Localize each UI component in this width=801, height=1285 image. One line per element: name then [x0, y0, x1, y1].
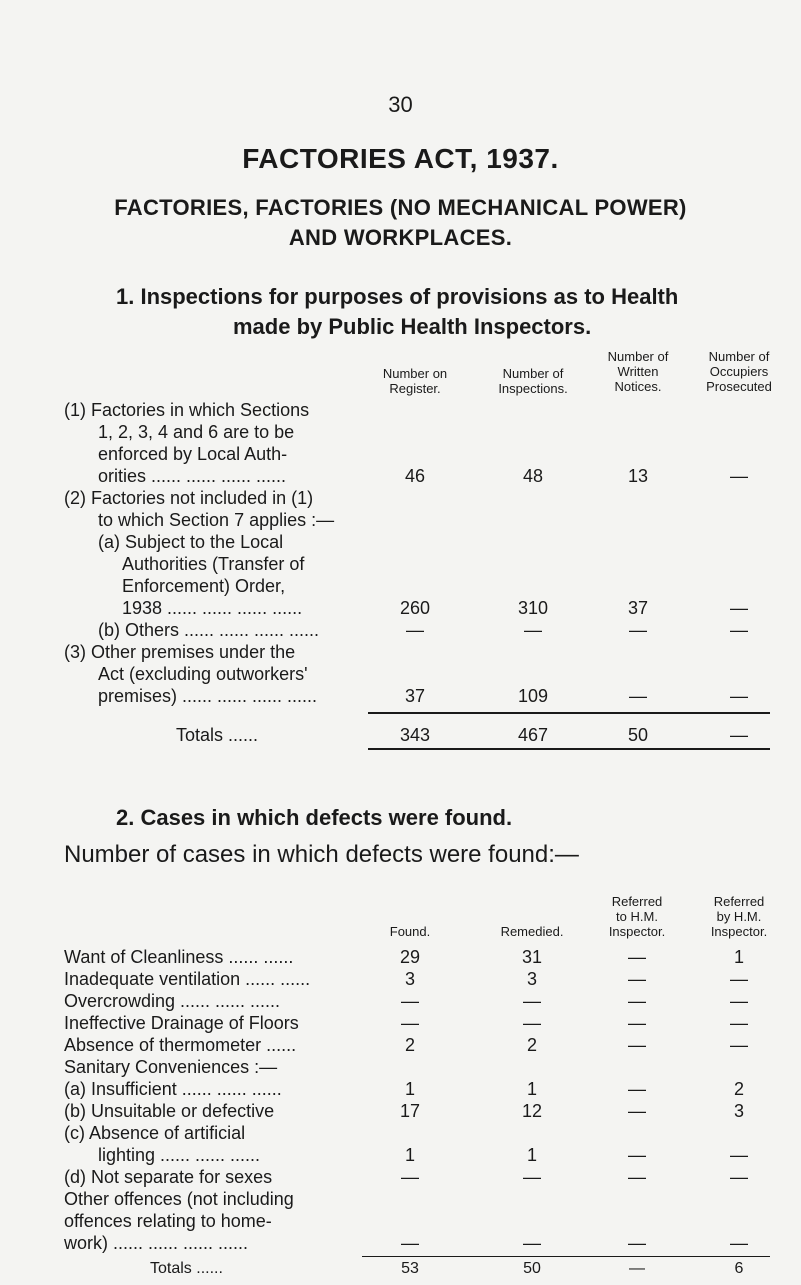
section2-heading: 2. Cases in which defects were found. [116, 805, 513, 830]
s1-total-prosecuted: — [730, 725, 748, 745]
s1-col3-line2: Written [617, 364, 659, 379]
s1-row-4-label [64, 641, 404, 707]
s1-row2-line4: Authorities (Transfer of [122, 554, 305, 574]
s2-row1-remedied: 31 [521, 947, 543, 967]
s2-row2-referred-by: — [730, 969, 748, 989]
s1-row1-line4: orities ...... ...... ...... ...... [98, 466, 287, 486]
s1-row3-line1: (b) Others ...... ...... ...... ...... [98, 620, 320, 640]
s2-row8-referred-to: — [628, 1101, 646, 1121]
s2-row-unsuitable-label: (b) Unsuitable or defective [64, 1101, 275, 1121]
s2-col3-line3: Inspector. [608, 924, 666, 939]
s1-row1-inspections: 48 [522, 466, 544, 486]
s2-row5-found: 2 [404, 1035, 415, 1055]
s1-row2-register: 260 [399, 598, 431, 618]
s2-col-referred-to-header [582, 894, 692, 939]
s1-col4-line2: Occupiers [709, 364, 769, 379]
subtitle-line-2: AND WORKPLACES. [288, 225, 513, 250]
s1-col3-line3: Notices. [614, 379, 662, 394]
s2-row2-referred-to: — [628, 969, 646, 989]
s2-row11-line2: offences relating to home- [64, 1211, 272, 1231]
s2-row1-referred-by: 1 [733, 947, 744, 967]
s2-row10-referred-by: — [730, 1167, 748, 1187]
s2-row8-referred-by: 3 [733, 1101, 744, 1121]
s2-col4-line2: by H.M. [716, 909, 762, 924]
s1-total-inspections: 467 [517, 725, 549, 745]
s1-col-notices-header [583, 349, 693, 394]
s2-row4-remedied: — [523, 1013, 541, 1033]
s1-row2-inspections: 310 [517, 598, 549, 618]
s1-row-3-label [98, 619, 398, 641]
s1-row2-line6: 1938 ...... ...... ...... ...... [122, 598, 303, 618]
s2-row10-referred-to: — [628, 1167, 646, 1187]
s2-row1-referred-to: — [628, 947, 646, 967]
s2-row-other-label [64, 1188, 384, 1254]
s1-row1-line2: 1, 2, 3, 4 and 6 are to be [98, 422, 295, 442]
s2-row7-found: 1 [404, 1079, 415, 1099]
s1-row4-notices: — [629, 686, 647, 706]
s2-row-drainage-label: Ineffective Drainage of Floors [64, 1013, 299, 1033]
page-number: 30 [388, 92, 413, 117]
s1-row1-line3: enforced by Local Auth- [98, 444, 288, 464]
s2-row4-referred-to: — [628, 1013, 646, 1033]
section1-heading-line-1: 1. Inspections for purposes of provisions as to Health [116, 284, 679, 309]
s2-row-thermometer-label: Absence of thermometer ...... [64, 1035, 297, 1055]
s2-row4-referred-by: — [730, 1013, 748, 1033]
s2-row1-found: 29 [399, 947, 421, 967]
s2-row9-remedied: 1 [526, 1145, 537, 1165]
document-title: FACTORIES ACT, 1937. [242, 143, 559, 174]
s2-row3-found: — [401, 991, 419, 1011]
s1-row2-line5: Enforcement) Order, [122, 576, 286, 596]
s2-row-lighting-label [64, 1122, 384, 1166]
s2-row-insufficient-label: (a) Insufficient ...... ...... ...... [64, 1079, 282, 1099]
s1-totals-bottom-rule [368, 748, 770, 750]
s2-row5-referred-to: — [628, 1035, 646, 1055]
s2-row-overcrowding-label: Overcrowding ...... ...... ...... [64, 991, 281, 1011]
s2-row11-line1: Other offences (not including [64, 1189, 294, 1209]
s2-row7-referred-by: 2 [733, 1079, 744, 1099]
s2-total-referred-by: 6 [734, 1260, 744, 1277]
s2-row11-referred-by: — [730, 1233, 748, 1253]
s2-total-remedied: 50 [523, 1260, 541, 1277]
s2-row9-referred-to: — [628, 1145, 646, 1165]
s2-col4-line3: Inspector. [710, 924, 768, 939]
s2-row2-remedied: 3 [526, 969, 537, 989]
s2-row-cleanliness-label: Want of Cleanliness ...... ...... [64, 947, 294, 967]
s2-row-ventilation-label: Inadequate ventilation ...... ...... [64, 969, 311, 989]
s1-col2-line2: Inspections. [498, 381, 568, 396]
s2-row3-remedied: — [523, 991, 541, 1011]
s1-row4-register: 37 [404, 686, 426, 706]
s1-col-prosecuted-header [684, 349, 794, 394]
s1-row4-line2: Act (excluding outworkers' [98, 664, 308, 684]
s2-col4-line1: Referred [713, 894, 765, 909]
s2-totals-top-rule [362, 1256, 770, 1257]
s1-row3-register: — [406, 620, 424, 640]
s2-col1-line1: Found. [389, 924, 431, 939]
s1-col-register-header [360, 366, 470, 396]
s1-col1-line2: Register. [389, 381, 441, 396]
s2-row9-line2: lighting ...... ...... ...... [98, 1145, 261, 1165]
s2-row11-referred-to: — [628, 1233, 646, 1253]
s2-col3-line1: Referred [611, 894, 663, 909]
s1-row-2-label [64, 487, 404, 619]
s1-totals-label: Totals ...... [176, 725, 259, 745]
s1-row1-prosecuted: — [730, 466, 748, 486]
section2-intro: Number of cases in which defects were found:— [64, 841, 579, 868]
s2-row5-remedied: 2 [526, 1035, 537, 1055]
s1-row2-line2: to which Section 7 applies :— [98, 510, 335, 530]
s2-col3-line2: to H.M. [616, 909, 658, 924]
s1-row2-notices: 37 [627, 598, 649, 618]
s2-totals-label: Totals ...... [150, 1260, 223, 1277]
section1-heading [116, 282, 678, 342]
s2-col-remedied-header [477, 924, 587, 939]
s1-total-notices: 50 [627, 725, 649, 745]
s2-total-found: 53 [401, 1260, 419, 1277]
s2-col2-line1: Remedied. [500, 924, 564, 939]
s1-row3-notices: — [629, 620, 647, 640]
s2-row3-referred-to: — [628, 991, 646, 1011]
s2-row2-found: 3 [404, 969, 415, 989]
s1-row2-line1: (2) Factories not included in (1) [64, 488, 314, 508]
s1-col4-line3: Prosecuted [706, 379, 772, 394]
s2-row8-remedied: 12 [521, 1101, 543, 1121]
s2-total-referred-to: — [629, 1260, 645, 1277]
s1-col4-line1: Number of [708, 349, 770, 364]
s2-row11-found: — [401, 1233, 419, 1253]
s1-row4-line1: (3) Other premises under the [64, 642, 296, 662]
s1-row1-line1: (1) Factories in which Sections [64, 400, 310, 420]
s1-row1-register: 46 [404, 466, 426, 486]
s2-row7-remedied: 1 [526, 1079, 537, 1099]
s2-row8-found: 17 [399, 1101, 421, 1121]
s2-col-referred-by-header [684, 894, 794, 939]
s2-row-sanitary-heading: Sanitary Conveniences :— [64, 1057, 278, 1077]
s2-row9-found: 1 [404, 1145, 415, 1165]
s1-row-1-label [64, 399, 404, 487]
s1-row4-line3: premises) ...... ...... ...... ...... [98, 686, 318, 706]
s2-row7-referred-to: — [628, 1079, 646, 1099]
s2-col-found-header [355, 924, 465, 939]
s1-row4-prosecuted: — [730, 686, 748, 706]
s1-row2-line3: (a) Subject to the Local [98, 532, 284, 552]
s1-row1-notices: 13 [627, 466, 649, 486]
s2-row4-found: — [401, 1013, 419, 1033]
s1-col2-line1: Number of [502, 366, 564, 381]
s1-col-inspections-header [478, 366, 588, 396]
document-subtitle [0, 193, 801, 253]
s2-row5-referred-by: — [730, 1035, 748, 1055]
s2-row11-remedied: — [523, 1233, 541, 1253]
s1-col3-line1: Number of [607, 349, 669, 364]
section1-heading-line-2: made by Public Health Inspectors. [233, 314, 592, 339]
s1-col1-line1: Number on [382, 366, 448, 381]
s1-row3-inspections: — [524, 620, 542, 640]
s2-row11-line3: work) ...... ...... ...... ...... [64, 1233, 249, 1253]
s2-row-sexes-label: (d) Not separate for sexes [64, 1167, 273, 1187]
s1-total-register: 343 [399, 725, 431, 745]
s1-row2-prosecuted: — [730, 598, 748, 618]
s1-totals-top-rule [368, 712, 770, 714]
s2-row3-referred-by: — [730, 991, 748, 1011]
s1-row4-inspections: 109 [517, 686, 549, 706]
s2-row9-referred-by: — [730, 1145, 748, 1165]
s2-row9-line1: (c) Absence of artificial [64, 1123, 246, 1143]
s2-row10-found: — [401, 1167, 419, 1187]
s1-row3-prosecuted: — [730, 620, 748, 640]
s2-row10-remedied: — [523, 1167, 541, 1187]
subtitle-line-1: FACTORIES, FACTORIES (NO MECHANICAL POWER) [114, 195, 687, 220]
